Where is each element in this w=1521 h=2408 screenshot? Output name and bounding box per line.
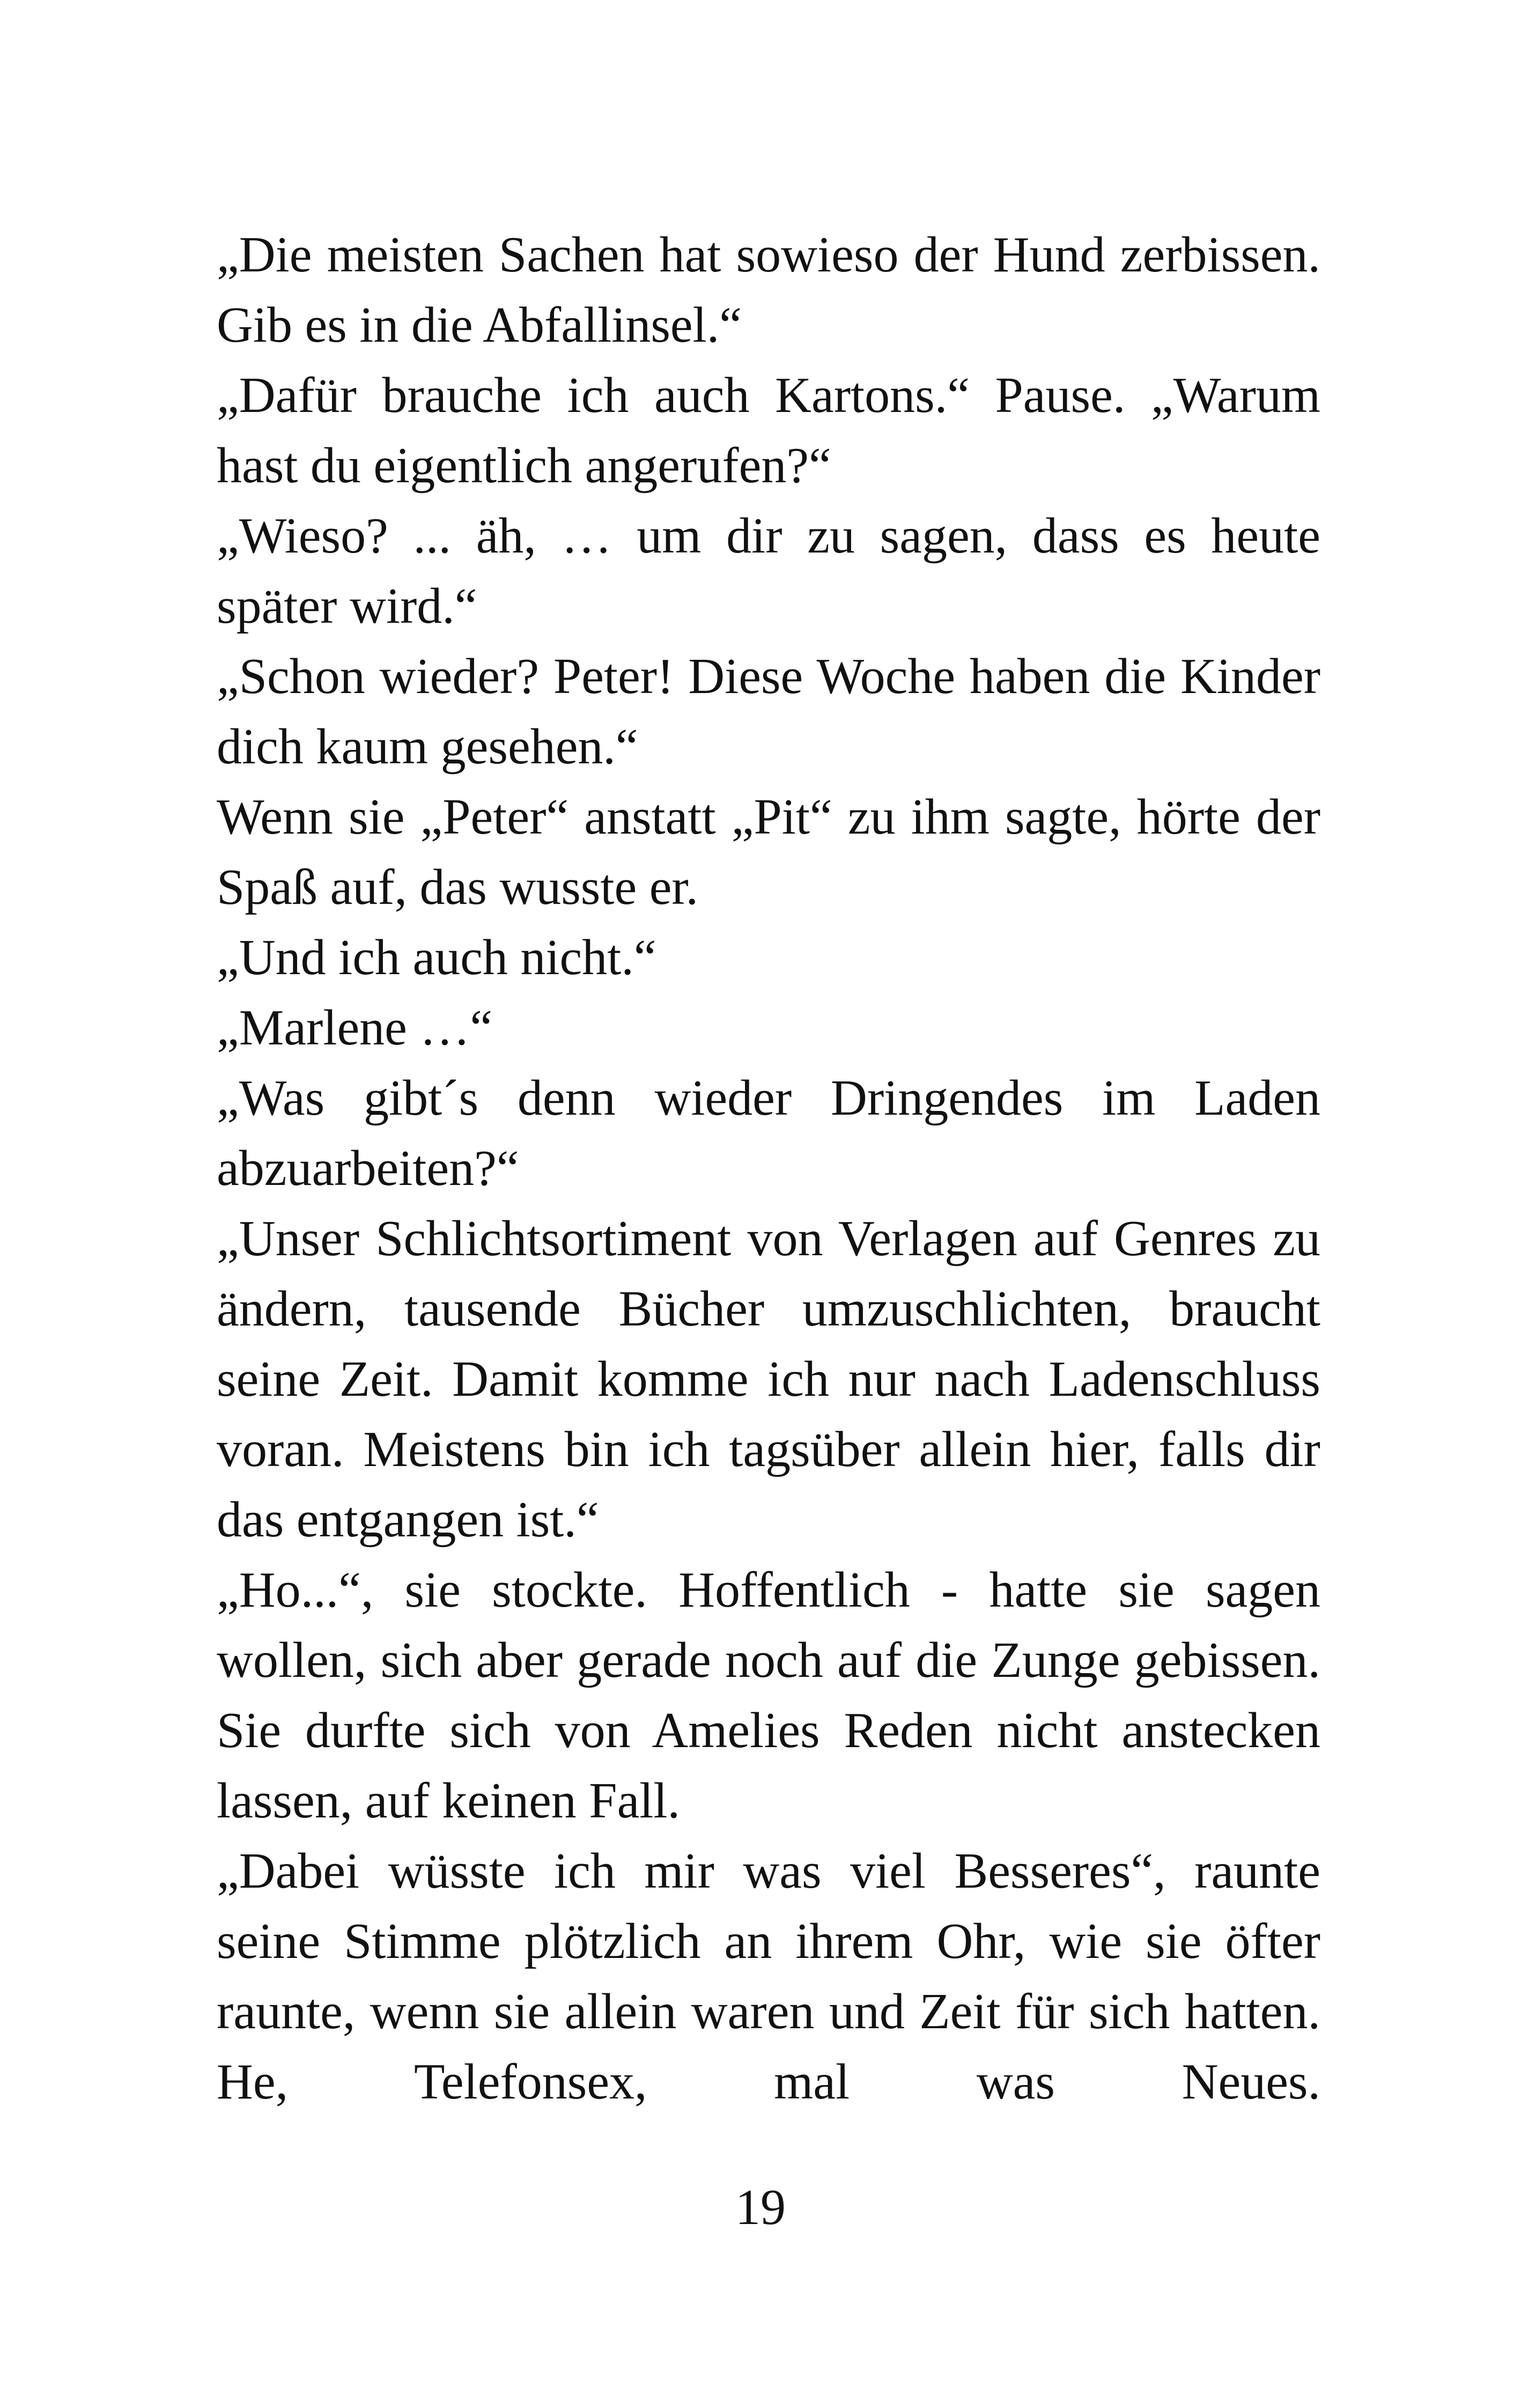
paragraph: „Schon wieder? Peter! Diese Woche haben die Kinder dich kaum gesehen.“ [217, 649, 1320, 775]
paragraph: „Unser Schlichtsortiment von Verlagen auf Genres zu ändern, tausende Bücher umzuschlichten, braucht seine Zeit. Damit komme ich nur nach Ladenschluss voran. Meistens bin ich tagsüber allein hier, falls dir das entgangen ist.“ [217, 1211, 1320, 1548]
body-text [217, 220, 1320, 2117]
paragraph: „Die meisten Sachen hat sowieso der Hund zerbissen. Gib es in die Abfallinsel.“ [217, 227, 1320, 353]
paragraph: „Ho...“, sie stockte. Hoffentlich - hatte sie sagen wollen, sich aber gerade noch auf die Zunge gebissen. Sie durfte sich von Amelies Reden nicht anstecken lassen, auf keinen Fall. [217, 1562, 1320, 1829]
paragraph: „Marlene …“ [217, 1000, 493, 1056]
paragraph: „Dabei wüsste ich mir was viel Besseres“, raunte seine Stimme plötzlich an ihrem Ohr, wie sie öfter raunte, wenn sie allein waren und Zeit für sich hatten. He, Telefonsex, mal was Neues. [217, 1843, 1320, 2110]
paragraph: Wenn sie „Peter“ anstatt „Pit“ zu ihm sagte, hörte der Spaß auf, das wusste er. [217, 789, 1320, 915]
paragraph: „Was gibt´s denn wieder Dringendes im Laden abzuarbeiten?“ [217, 1070, 1320, 1196]
paragraph: „Und ich auch nicht.“ [217, 930, 656, 985]
paragraph: „Wieso? ... äh, … um dir zu sagen, dass es heute später wird.“ [217, 508, 1320, 634]
page-number: 19 [735, 2179, 786, 2235]
paragraph: „Dafür brauche ich auch Kartons.“ Pause. „Warum hast du eigentlich angerufen?“ [217, 367, 1320, 494]
